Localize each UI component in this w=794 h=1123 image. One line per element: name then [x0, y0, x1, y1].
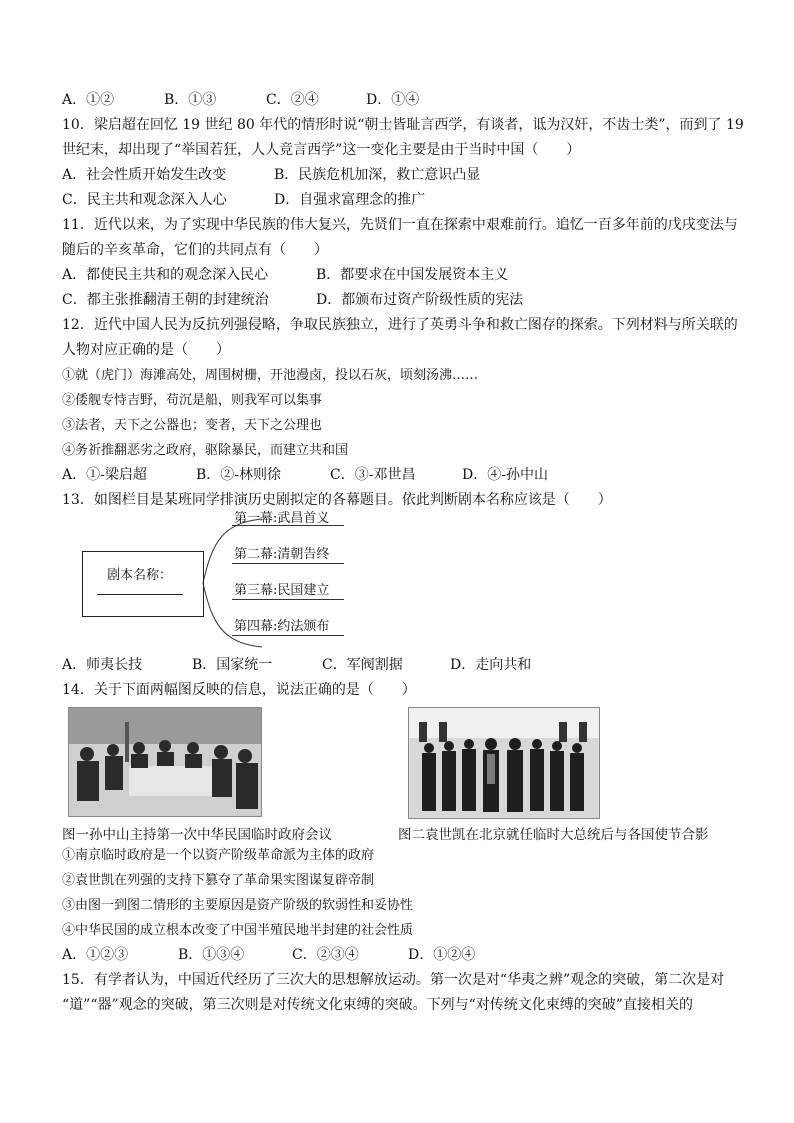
q10-option-d[interactable]: D．自强求富理念的推广 — [274, 192, 426, 208]
act-3: 第三幕:民国建立 — [234, 583, 330, 598]
script-name-label: 剧本名称： — [107, 568, 173, 583]
q15-stem-line1: 15．有学者认为，中国近代经历了三次大的思想解放运动。第一次是对“华夷之辨”观念的突破，第二次是对 — [62, 972, 725, 988]
caption-figure-1: 图一孙中山主持第一次中华民国临时政府会议 — [62, 827, 332, 843]
exam-page — [62, 88, 744, 1018]
q13-option-a[interactable]: A．师夷长技 — [62, 657, 143, 673]
q11-options-row1 — [62, 263, 738, 288]
q12-material-3: ③法者，天下之公器也；变者，天下之公理也 — [62, 418, 323, 433]
q14-statement-4: ④中华民国的成立根本改变了中国半殖民地半封建的社会性质 — [62, 923, 414, 938]
act-2-underline — [232, 563, 344, 564]
q11-option-d[interactable]: D．都颁布过资产阶级性质的宪法 — [316, 292, 524, 308]
q9-option-d[interactable]: D．①④ — [366, 92, 420, 108]
q10-option-b[interactable]: B．民族危机加深，救亡意识凸显 — [274, 167, 481, 183]
q12-material-1: ①就（虎门）海滩高处，周围树栅，开池漫卤，投以石灰，顷刻汤沸…… — [62, 368, 479, 383]
q13-stem: 13．如图栏目是某班同学排演历史剧拟定的各幕题目。依此判断剧本名称应该是（ ） — [62, 492, 612, 508]
q14-option-d[interactable]: D．①②④ — [408, 947, 476, 963]
q13-options — [62, 653, 738, 678]
q14-options — [62, 943, 738, 968]
act-2: 第二幕:清朝告终 — [234, 547, 330, 562]
q12-option-d[interactable]: D．④-孙中山 — [462, 467, 548, 483]
q12-option-a[interactable]: A．①-梁启超 — [62, 467, 147, 483]
q10-option-c[interactable]: C．民主共和观念深入人心 — [62, 192, 227, 208]
q11-option-c[interactable]: C．都主张推翻清王朝的封建统治 — [62, 292, 269, 308]
act-3-underline — [232, 599, 344, 600]
q10-stem-line2: 世纪末，却出现了“举国若狂，人人竞言西学”这一变化主要是由于当时中国（ ） — [62, 142, 581, 158]
q13-figure — [62, 513, 738, 653]
q12-stem-line2: 人物对应正确的是（ ） — [62, 342, 230, 358]
q14-option-a[interactable]: A．①②③ — [62, 947, 129, 963]
script-name-box — [82, 551, 204, 617]
q13-option-d[interactable]: D．走向共和 — [450, 657, 532, 673]
q11-stem-line2: 随后的辛亥革命，它们的共同点有（ ） — [62, 242, 328, 258]
q9-option-b[interactable]: B．①③ — [164, 92, 217, 108]
q14-stem: 14．关于下面两幅图反映的信息，说法正确的是（ ） — [62, 682, 416, 698]
q10-option-a[interactable]: A．社会性质开始发生改变 — [62, 167, 227, 183]
q12-option-b[interactable]: B．②-林则徐 — [196, 467, 282, 483]
act-4-underline — [232, 635, 344, 636]
q9-option-a[interactable]: A．①② — [62, 92, 115, 108]
q14-option-c[interactable]: C．②③④ — [292, 947, 359, 963]
q9-options — [62, 88, 738, 113]
q12-material-2: ②倭舰专恃吉野，苟沉是船，则我军可以集事 — [62, 393, 323, 408]
q13-option-b[interactable]: B．国家统一 — [192, 657, 273, 673]
q10-stem-line1: 10．梁启超在回忆 19 世纪 80 年代的情形时说“朝士皆耻言西学，有谈者，诋为汉奸，不齿士类”，而到了 19 — [62, 117, 744, 133]
q14-option-b[interactable]: B．①③④ — [178, 947, 245, 963]
act-1-underline — [232, 525, 344, 526]
q11-options-row2 — [62, 288, 738, 313]
q11-option-b[interactable]: B．都要求在中国发展资本主义 — [316, 267, 509, 283]
q12-options — [62, 463, 738, 488]
q10-options-row1 — [62, 163, 738, 188]
q12-material-4: ④务祈推翻恶劣之政府，驱除暴民，而建立共和国 — [62, 443, 349, 458]
caption-figure-2: 图二袁世凯在北京就任临时大总统后与各国使节合影 — [398, 827, 709, 843]
photo-yuan-shikai-with-envoys — [408, 707, 600, 819]
q12-option-c[interactable]: C．③-邓世昌 — [330, 467, 416, 483]
q14-photos — [62, 703, 738, 843]
q10-options-row2 — [62, 188, 738, 213]
script-name-blank[interactable] — [97, 594, 183, 595]
q12-stem-line1: 12．近代中国人民为反抗列强侵略，争取民族独立，进行了英勇斗争和救亡图存的探索。下列材料与所关联的 — [62, 317, 738, 333]
q14-statement-3: ③由图一到图二情形的主要原因是资产阶级的软弱性和妥协性 — [62, 898, 414, 913]
q9-option-c[interactable]: C．②④ — [266, 92, 319, 108]
q14-statement-2: ②袁世凯在列强的支持下篡夺了革命果实图谋复辟帝制 — [62, 873, 375, 888]
q11-stem-line1: 11．近代以来，为了实现中华民族的伟大复兴，先贤们一直在探索中艰难前行。追忆一百多年前的戊戌变法与 — [62, 217, 738, 233]
q11-option-a[interactable]: A．都使民主共和的观念深入民心 — [62, 267, 269, 283]
q14-statement-1: ①南京临时政府是一个以资产阶级革命派为主体的政府 — [62, 848, 375, 863]
act-4: 第四幕:约法颁布 — [234, 619, 330, 634]
act-1: 第一幕:武昌首义 — [234, 511, 330, 526]
q13-option-c[interactable]: C．军阀割据 — [322, 657, 403, 673]
photo-provisional-government-meeting — [68, 707, 262, 817]
q15-stem-line2: “道”“器”观念的突破，第三次则是对传统文化束缚的突破。下列与“对传统文化束缚的突破”直接相关的 — [62, 997, 693, 1013]
